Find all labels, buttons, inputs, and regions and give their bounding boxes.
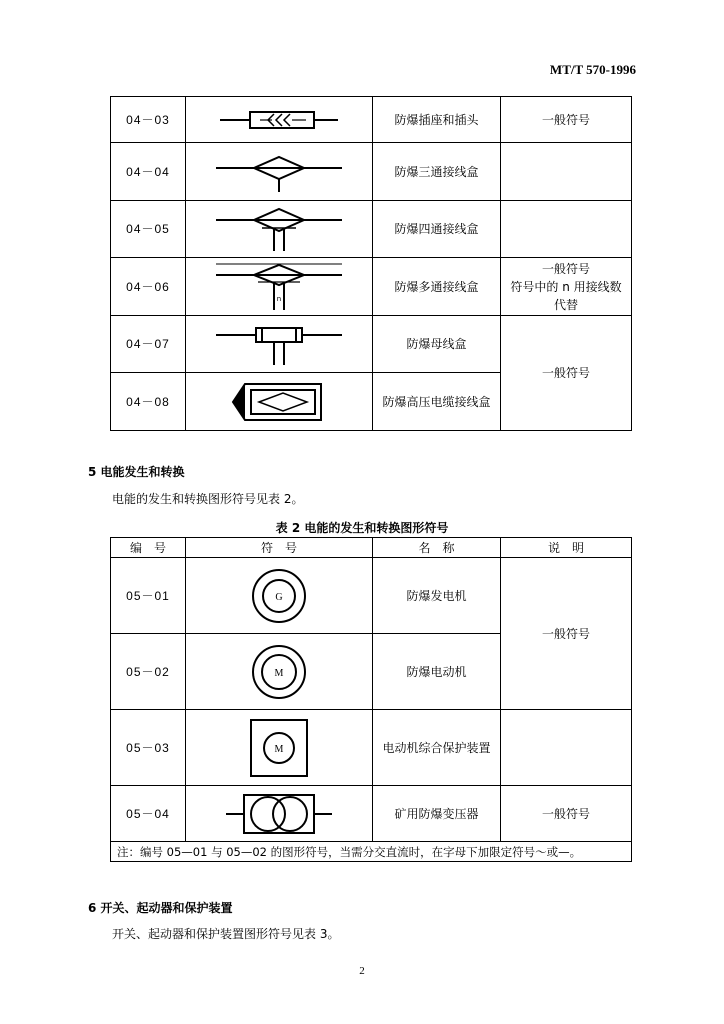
motor-letter: M [274,667,284,679]
symbol-note [501,710,632,786]
symbol-note-merged: 一般符号 [501,316,632,431]
symbol-name: 防爆高压电缆接线盒 [373,373,501,431]
symbol-name: 防爆插座和插头 [373,97,501,143]
symbol-code: 04－08 [111,373,186,431]
section-6-heading: 6 开关、起动器和保护装置 [88,901,233,915]
section-5-body: 电能的发生和转换图形符号见表 2。 [112,492,304,506]
symbol-code: 05－01 [111,558,186,634]
symbol-note-merged: 一般符号 [501,558,632,710]
three-way-box-symbol [186,143,373,201]
note-line: 代替 [553,297,578,312]
transformer-symbol [186,786,373,842]
table-row [111,201,632,258]
symbol-note [501,143,632,201]
symbol-name: 防爆发电机 [373,558,501,634]
symbol-code: 04－05 [111,201,186,258]
symbol-code: 04－03 [111,97,186,143]
symbol-name: 防爆四通接线盒 [373,201,501,258]
symbol-note [501,258,632,316]
section-5-heading: 5 电能发生和转换 [88,465,185,479]
table-row [111,316,632,373]
table-row [111,258,632,316]
table-row [111,786,632,842]
column-header-symbol: 符 号 [186,538,373,558]
column-header-code: 编 号 [111,538,186,558]
page-number: 2 [359,965,365,977]
symbol-code: 04－07 [111,316,186,373]
table-2-title: 表 2 电能的发生和转换图形符号 [275,521,449,535]
symbol-note: 一般符号 [501,786,632,842]
table-row [111,558,632,634]
symbol-code: 05－02 [111,634,186,710]
symbol-note [501,201,632,258]
plug-socket-symbol [186,97,373,143]
symbol-code: 04－06 [111,258,186,316]
symbol-code: 05－04 [111,786,186,842]
generator-symbol [186,558,373,634]
table-header-row [111,538,632,558]
column-header-name: 名 称 [373,538,501,558]
document-code: MT/T 570-1996 [549,62,636,77]
motor-protection-symbol [186,710,373,786]
symbol-name: 防爆母线盒 [373,316,501,373]
note-line: 符号中的 n 用接线数 [510,279,622,294]
table-row [111,97,632,143]
table-row [111,710,632,786]
four-way-box-symbol [186,201,373,258]
symbol-code: 05－03 [111,710,186,786]
section-6-body: 开关、起动器和保护装置图形符号见表 3。 [112,927,340,941]
symbol-name: 防爆三通接线盒 [373,143,501,201]
n-label: n [276,294,282,303]
symbol-note: 一般符号 [501,97,632,143]
generation-conversion-table [110,537,632,862]
symbol-name: 防爆电动机 [373,634,501,710]
motor-symbol [186,634,373,710]
bus-box-symbol [186,316,373,373]
note-line: 一般符号 [541,261,590,276]
column-header-note: 说 明 [501,538,632,558]
generator-letter: G [275,591,283,603]
symbol-code: 04－04 [111,143,186,201]
symbol-table-continued [110,96,632,431]
multi-way-box-symbol [186,258,373,316]
table-row [111,143,632,201]
symbol-name: 防爆多通接线盒 [373,258,501,316]
symbol-name: 矿用防爆变压器 [373,786,501,842]
motor-protection-letter: M [274,743,284,755]
symbol-name: 电动机综合保护装置 [373,710,501,786]
table-footnote: 注：编号 05—01 与 05—02 的图形符号，当需分交直流时，在字母下加限定符号～或—。 [111,842,632,862]
hv-cable-box-symbol [186,373,373,431]
table-footnote-row [111,842,632,862]
